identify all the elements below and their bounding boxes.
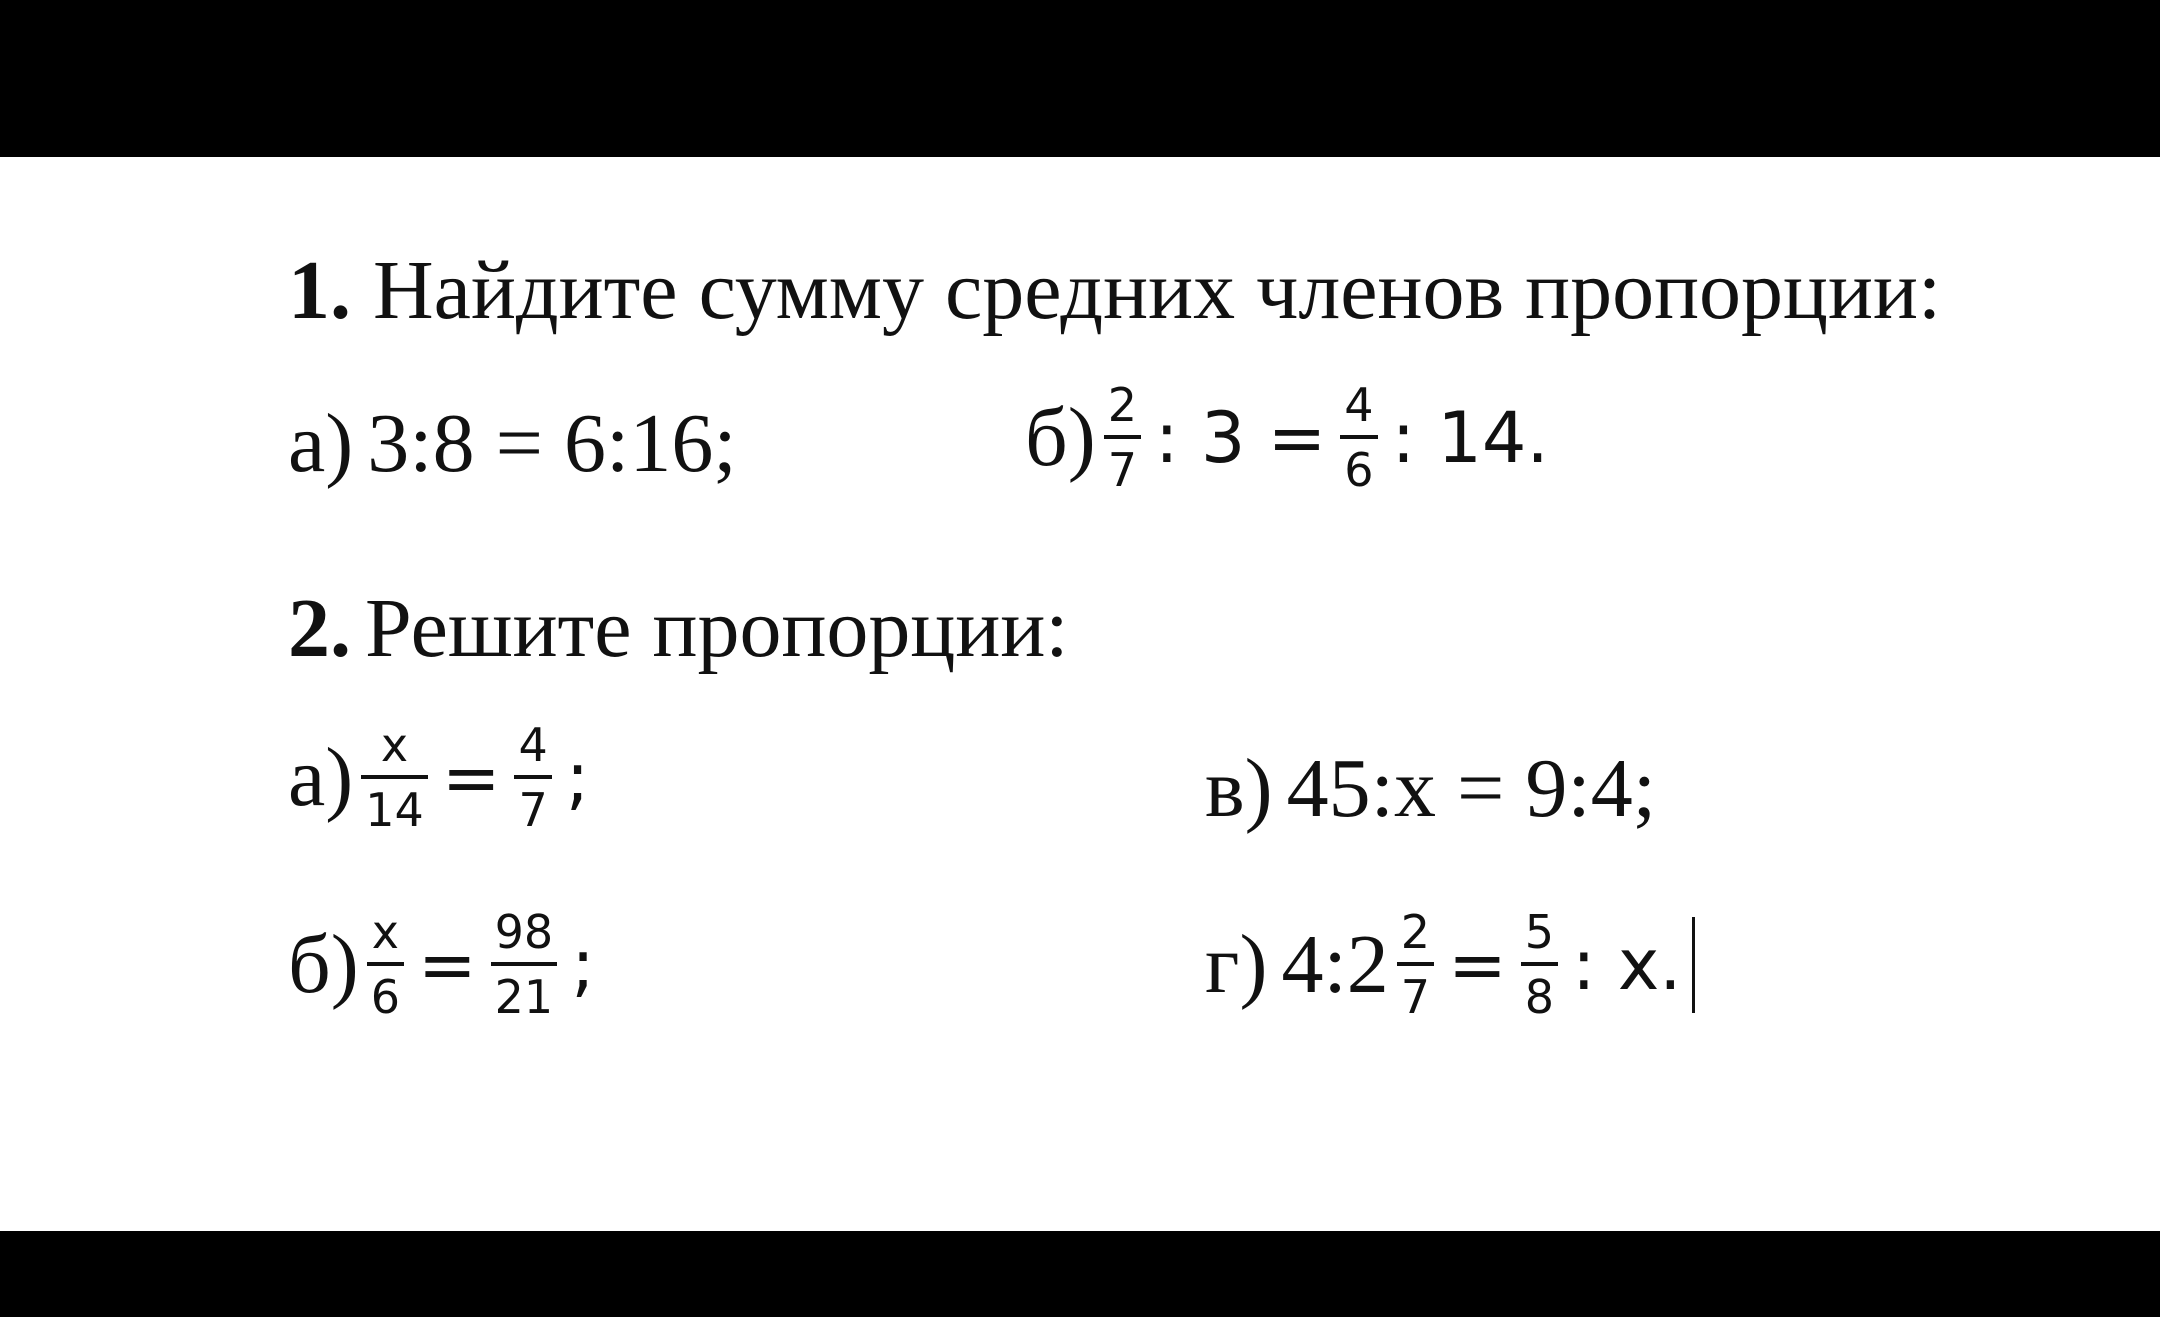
fraction-denominator: 21 xyxy=(494,970,554,1024)
fraction-numerator: 5 xyxy=(1524,905,1554,959)
task1-title: Найдите сумму средних членов пропорции: xyxy=(373,244,1942,337)
proportion-expression: 3:8 = 6:16; xyxy=(367,397,737,490)
text-cursor xyxy=(1692,917,1695,1013)
task1-item-a xyxy=(288,397,737,490)
fraction xyxy=(1521,905,1558,1024)
equals-sign: = xyxy=(1448,923,1507,1006)
fraction-numerator: 4 xyxy=(518,718,548,772)
task2-item-v xyxy=(1205,742,1657,835)
fraction-numerator: x xyxy=(371,905,399,959)
task1-item-b xyxy=(1025,378,1555,497)
task2-item-g xyxy=(1205,905,1695,1024)
fraction xyxy=(367,905,404,1024)
fraction xyxy=(1104,378,1141,497)
task2-item-b xyxy=(288,905,601,1024)
fraction xyxy=(361,718,428,837)
fraction-denominator: 6 xyxy=(1344,443,1374,497)
expression-part: ; xyxy=(571,923,595,1006)
expression-part: ; xyxy=(565,736,590,819)
expression-part: : 3 = xyxy=(1155,396,1327,479)
task1-heading xyxy=(288,244,1942,337)
fraction xyxy=(491,905,558,1024)
fraction-denominator: 6 xyxy=(370,970,400,1024)
fraction-numerator: 2 xyxy=(1400,905,1431,959)
fraction-denominator: 7 xyxy=(1400,970,1431,1024)
fraction-denominator: 7 xyxy=(518,783,548,837)
item-label: а) xyxy=(288,730,354,824)
document-page xyxy=(0,157,2160,1231)
fraction-numerator: x xyxy=(380,718,409,772)
item-label: в) xyxy=(1205,742,1273,835)
item-label: б) xyxy=(288,917,359,1011)
task2-heading xyxy=(288,582,1069,675)
proportion-expression: 45:x = 9:4; xyxy=(1286,742,1657,835)
fraction-numerator: 4 xyxy=(1344,378,1374,432)
equals-sign: = xyxy=(441,736,501,819)
fraction-denominator: 8 xyxy=(1524,970,1554,1024)
equals-sign: = xyxy=(418,923,477,1006)
item-label: б) xyxy=(1025,390,1096,484)
fraction xyxy=(1340,378,1377,497)
fraction-numerator: 98 xyxy=(494,905,554,959)
fraction-numerator: 2 xyxy=(1107,378,1137,432)
task2-item-a xyxy=(288,718,595,837)
fraction-denominator: 7 xyxy=(1107,443,1137,497)
task2-title: Решите пропорции: xyxy=(365,582,1069,675)
fraction xyxy=(1397,905,1434,1024)
fraction-denominator: 14 xyxy=(365,783,424,837)
item-label: а) xyxy=(288,397,354,490)
expression-part: 4:2 xyxy=(1281,917,1389,1011)
item-label: г) xyxy=(1205,917,1268,1011)
fraction xyxy=(514,718,551,837)
expression-part: : 14. xyxy=(1391,396,1549,479)
task2-number: 2. xyxy=(288,582,351,675)
task1-number: 1. xyxy=(288,244,351,337)
expression-part: : x. xyxy=(1572,923,1682,1006)
